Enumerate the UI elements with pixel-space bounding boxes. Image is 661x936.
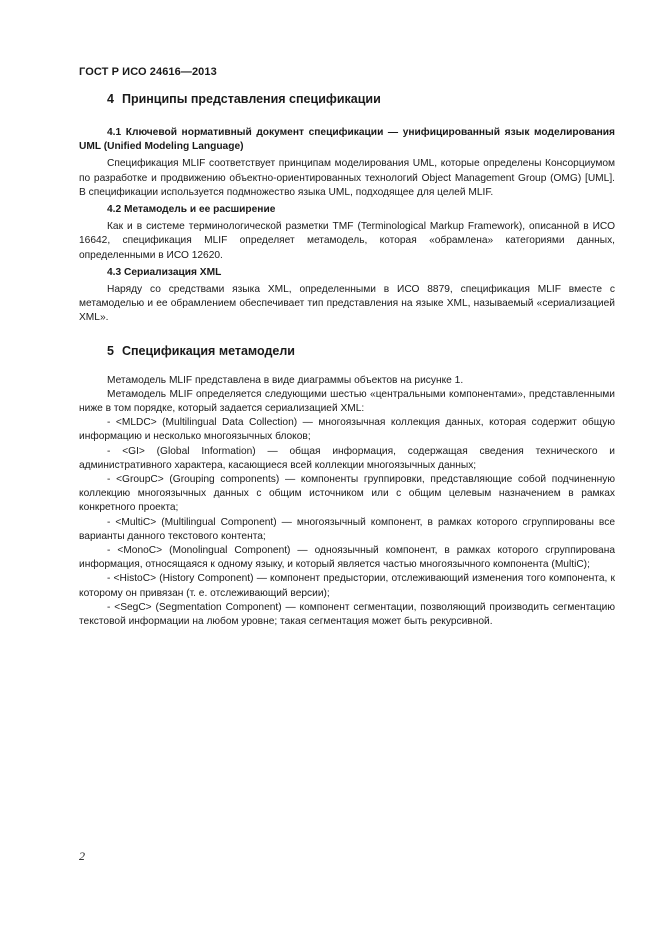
section-5-title: Спецификация метамодели	[121, 343, 295, 358]
subsection-4-1-paragraph: Спецификация MLIF соответствует принципам моделирования UML, которые определены Консорциумом по разработке и продвижению объектно-ориентированных технологий Object Management Group (OMG) [UML]. В спецификации используется подмножество языка UML, подходящее для целей MLIF.	[79, 158, 615, 198]
subsection-4-3-paragraph: Наряду со средствами языка XML, определенными в ИСО 8879, спецификация MLIF вместе с метамоделью и ее обрамлением обеспечивает тип представления на языке XML, называемый «сериализацией XML».	[79, 284, 615, 324]
list-item: - <MonoC> (Monolingual Component) — одноязычный компонент, в рамках которого сгруппирована информация, относящаяся к одному языку, и который является частью многоязычного компонента (MultiC);	[79, 545, 615, 571]
subsection-4-2-paragraph: Как и в системе терминологической разметки TMF (Terminological Markup Framework), описанной в ИСО 16642, спецификация MLIF определяет метамодель, которая «обрамлена» категориями данных, определенными в ИСО 12620.	[79, 221, 615, 261]
section-4-heading	[107, 92, 615, 106]
list-item: - <GI> (Global Information) — общая информация, содержащая сведения технического и административного характера, касающиеся всей коллекции многоязычных данных;	[79, 445, 615, 471]
page-number: 2	[79, 849, 85, 863]
section-5-paragraph-1: Метамодель MLIF представлена в виде диаграммы объектов на рисунке 1.	[107, 374, 464, 386]
list-item: - <MLDC> (Multilingual Data Collection) — многоязычная коллекция данных, которая содержит общую информацию и несколько многоязычных блоков;	[79, 417, 615, 443]
section-5-heading	[107, 344, 615, 358]
section-5-paragraph-2: Метамодель MLIF определяется следующими шестью «центральными компонентами», представленными ниже в том порядке, который задается сериализацией XML:	[79, 388, 615, 415]
subsection-4-1-heading: 4.1 Ключевой нормативный документ спецификации — унифицированный язык моделирования UML (Unified Modeling Language)	[79, 127, 615, 153]
document-code-header: ГОСТ Р ИСО 24616—2013	[79, 66, 217, 78]
list-item: - <HistoC> (History Component) — компонент предыстории, отслеживающий изменения того компонента, к которому он привязан (т. е. отслеживающий версии);	[79, 573, 615, 599]
subsection-4-2-heading: 4.2 Метамодель и ее расширение	[107, 204, 276, 216]
list-item: - <GroupC> (Grouping components) — компоненты группировки, представляющие собой подчиненную коллекцию многоязычных данных с общим источником или с общим целевым назначением в рамках конкретного проекта;	[79, 474, 615, 514]
component-list	[79, 416, 615, 629]
section-4-title: Принципы представления спецификации	[121, 92, 381, 106]
section-4-number: 4	[107, 92, 114, 106]
page-content	[79, 92, 615, 629]
list-item: - <SegC> (Segmentation Component) — компонент сегментации, позволяющий производить сегментацию текстовой информации на любом уровне; такая сегментация может быть рекурсивной.	[79, 601, 615, 628]
subsection-4-3-heading: 4.3 Сериализация XML	[107, 266, 222, 278]
section-5-number: 5	[107, 343, 114, 358]
list-item: - <MultiC> (Multilingual Component) — многоязычный компонент, в рамках которого сгруппированы все варианты данного текстового контента;	[79, 516, 615, 542]
